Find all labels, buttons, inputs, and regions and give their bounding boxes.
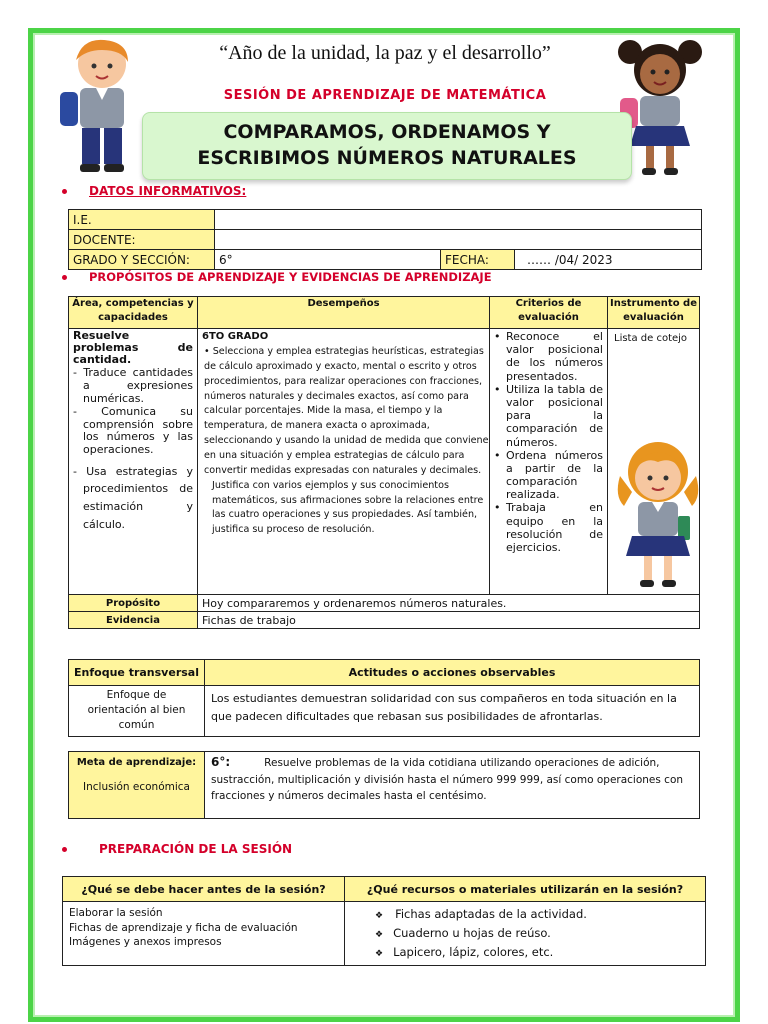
list-item: • Trabaja en equipo en la resolución de ejercicios. — [492, 501, 603, 554]
instrumento-cell: Lista de cotejo — [608, 329, 700, 595]
capacidades-list — [73, 367, 193, 533]
header-instrumento: Instrumento de evaluación — [608, 297, 700, 329]
table-header-row — [69, 297, 700, 329]
enfoque-name: Enfoque de orientación al bien común — [69, 686, 205, 737]
header-criterios: Criterios de evaluación — [490, 297, 608, 329]
diamond-bullet-icon: ❖ — [375, 911, 384, 921]
table-row — [69, 250, 702, 270]
list-item — [375, 943, 695, 962]
prep-header-left: ¿Qué se debe hacer antes de la sesión? — [63, 877, 345, 902]
prep-header-right: ¿Qué recursos o materiales utilizarán en la sesión? — [345, 877, 706, 902]
datos-heading-text: DATOS INFORMATIVOS: — [89, 184, 247, 198]
recurso-text: Cuaderno u hojas de reúso. — [393, 925, 551, 940]
table-row — [69, 595, 700, 612]
table-row — [69, 329, 700, 595]
propositos-heading-text: PROPÓSITOS DE APRENDIZAJE Y EVIDENCIAS DE APRENDIZAJE — [89, 270, 492, 284]
preparacion-table — [62, 876, 706, 966]
list-item: • Ordena números a partir de la comparación realizada. — [492, 449, 603, 502]
desempeno-text: • Selecciona y emplea estrategias heurísticas, estrategias de cálculo aproximado y exacto, mental o escrito y otros procedimientos, para realizar operaciones con fracciones, números naturales y decimales exactos, así como para calcular porcentajes. Mide la masa, el tiempo y la temperatura, de manera exacta o aproximada, seleccionando y usando la unidad de medida que conviene en una situación y emplea estrategias de cálculo para convertir medidas expresadas con naturales y decimales. — [204, 346, 489, 476]
meta-sub: Inclusión económica — [83, 780, 190, 793]
list-item: - Usa estrategias y procedimientos de estimación y cálculo. — [73, 464, 193, 531]
list-item: Elaborar la sesión — [69, 907, 163, 919]
meta-text-cell — [205, 752, 700, 819]
title-line-1: COMPARAMOS, ORDENAMOS Y — [223, 121, 551, 144]
list-item: • Utiliza la tabla de valor posicional para la comparación de números. — [492, 383, 603, 449]
bullet-icon — [62, 847, 67, 852]
desempeno-text-2: Justifica con varios ejemplos y sus conocimientos matemáticos, sus afirmaciones sobre la relaciones entre las cuatro operaciones y sus propiedades. Así también, justifica su proceso de resolución. — [212, 479, 484, 536]
fecha-label: FECHA: — [441, 250, 515, 270]
enfoque-header-right: Actitudes o acciones observables — [205, 660, 700, 686]
table-row — [63, 902, 706, 966]
table-row — [69, 230, 702, 250]
list-item: Imágenes y anexos impresos — [69, 936, 222, 949]
ie-value[interactable] — [215, 210, 702, 230]
docente-label: DOCENTE: — [69, 230, 215, 250]
enfoque-actitudes: Los estudiantes demuestran solidaridad con sus compañeros en toda situación en la que padecen dificultades que rebasan sus posibilidades de afrontarlas. — [205, 686, 700, 737]
enfoque-header-left: Enfoque transversal — [69, 660, 205, 686]
propositos-heading — [62, 270, 492, 284]
list-item — [375, 905, 695, 924]
table-header-row — [63, 877, 706, 902]
criterios-cell — [490, 329, 608, 595]
proposito-value: Hoy compararemos y ordenaremos números naturales. — [198, 595, 700, 612]
meta-table — [68, 751, 700, 819]
enfoque-table — [68, 659, 700, 737]
grade-label: 6TO GRADO — [202, 331, 269, 342]
docente-value[interactable] — [215, 230, 702, 250]
recurso-text: Lapicero, lápiz, colores, etc. — [393, 944, 554, 959]
table-header-row — [69, 660, 700, 686]
prep-recursos-cell — [345, 902, 706, 966]
meta-text: Resuelve problemas de la vida cotidiana utilizando operaciones de adición, sustracción, multiplicación y división hasta el número 999 999, así como operaciones con fracciones y números decimales hasta el centésimo. — [211, 757, 684, 802]
preparacion-heading — [62, 842, 292, 856]
header-desempenos: Desempeños — [198, 297, 490, 329]
list-item: - Traduce cantidades a expresiones numéricas. — [73, 366, 193, 405]
recurso-text: Fichas adaptadas de la actividad. — [395, 907, 587, 921]
bullet-icon — [62, 275, 67, 280]
grado-value[interactable]: 6° — [215, 250, 441, 270]
fecha-value[interactable]: …… /04/ 2023 — [515, 250, 702, 270]
boy-illustration — [52, 36, 152, 176]
list-item — [375, 924, 695, 943]
session-title-box — [142, 112, 632, 180]
session-type: SESIÓN DE APRENDIZAJE DE MATEMÁTICA — [223, 88, 547, 103]
list-item: - Comunica su comprensión sobre los números y las operaciones. — [73, 405, 193, 457]
table-row — [69, 210, 702, 230]
prep-antes-cell — [63, 902, 345, 966]
evidencia-value: Fichas de trabajo — [198, 612, 700, 629]
meta-label: Meta de aprendizaje: — [76, 757, 197, 768]
ie-label: I.E. — [69, 210, 215, 230]
criterios-list — [492, 330, 603, 554]
table-row — [69, 612, 700, 629]
proposito-label: Propósito — [69, 595, 198, 612]
evidencia-label: Evidencia — [69, 612, 198, 629]
diamond-bullet-icon: ❖ — [375, 948, 384, 959]
list-item: • Reconoce el valor posicional de los números presentados. — [492, 330, 603, 383]
header-area: Área, competencias y capacidades — [69, 297, 198, 329]
title-line-2: ESCRIBIMOS NÚMEROS NATURALES — [197, 147, 577, 169]
datos-heading — [62, 184, 246, 198]
meta-grade: 6°: — [211, 755, 231, 769]
table-row — [69, 752, 700, 819]
list-item: Fichas de aprendizaje y ficha de evaluación — [69, 921, 298, 934]
grado-label: GRADO Y SECCIÓN: — [69, 250, 215, 270]
motto-text: “Año de la unidad, la paz y el desarrollo” — [219, 42, 551, 64]
area-cell — [69, 329, 198, 595]
girl-illustration-middle — [606, 436, 710, 592]
preparacion-heading-text: PREPARACIÓN DE LA SESIÓN — [99, 842, 293, 856]
diamond-bullet-icon: ❖ — [375, 929, 384, 940]
meta-label-cell — [69, 752, 205, 819]
desempenos-cell — [198, 329, 490, 595]
datos-table — [68, 209, 702, 270]
table-row — [69, 686, 700, 737]
competencia: Resuelve problemas de cantidad. — [73, 329, 193, 367]
bullet-icon — [62, 189, 67, 194]
